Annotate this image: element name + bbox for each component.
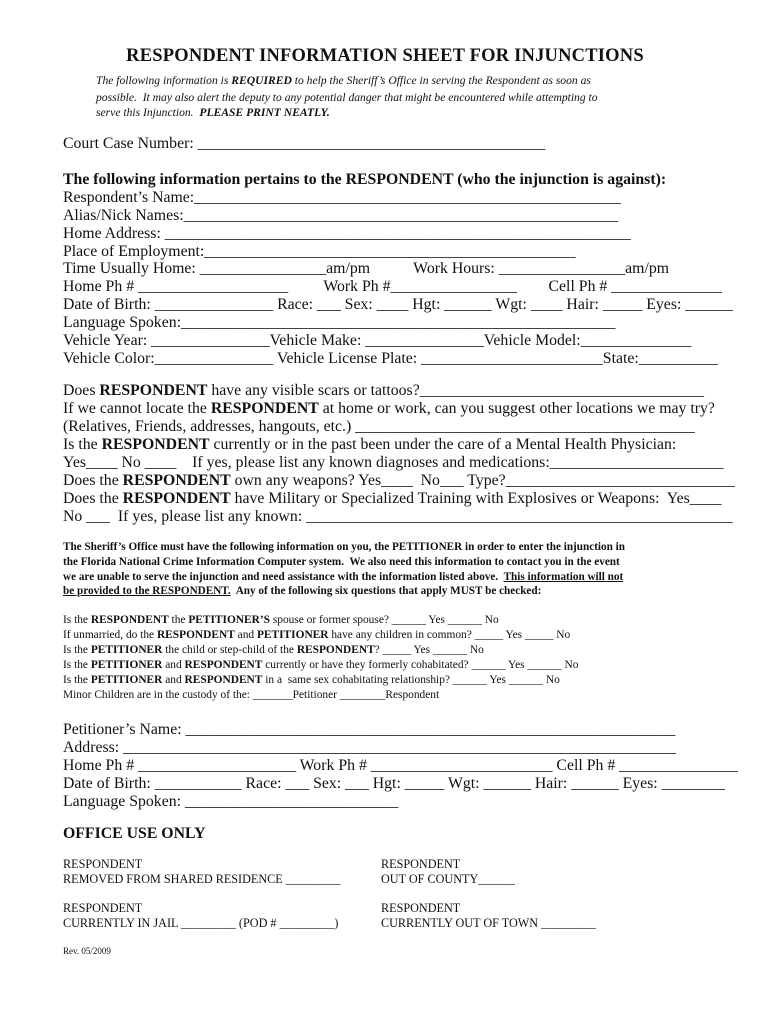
six-question-2-segment-4: PETITIONER bbox=[256, 629, 329, 641]
respondent-section-heading: The following information pertains to the RESPONDENT (who the injunction is against): bbox=[63, 171, 667, 188]
sheriff-notice-line-1: The Sheriff’s Office must have the following information on you, the PETITIONER in order to enter the injunction in bbox=[63, 541, 625, 553]
sheriff-notice-line-3: we are unable to serve the injunction and need assistance with the information listed above. This information will not bbox=[63, 571, 624, 583]
question-mental-health-answer[interactable]: Yes____ No ____ If yes, please list any known diagnoses and medications:______________________ bbox=[63, 454, 724, 471]
six-question-4-segment-5: currently or have they formerly cohabitated? ______ Yes ______ No bbox=[262, 659, 579, 671]
six-question-4-segment-3: and bbox=[162, 659, 185, 671]
office-use-heading: OFFICE USE ONLY bbox=[63, 825, 206, 842]
six-question-4-segment-2: PETITIONER bbox=[90, 659, 163, 671]
six-question-3-segment-5: ? _____ Yes ______ No bbox=[374, 644, 484, 656]
six-question-2-segment-1: If unmarried, do the bbox=[63, 629, 157, 641]
six-question-3-segment-2: PETITIONER bbox=[90, 644, 163, 656]
six-question-1-segment-5: spouse or former spouse? ______ Yes ______ No bbox=[269, 614, 499, 626]
court-case-number-field[interactable]: Court Case Number: ____________________________________________ bbox=[63, 135, 546, 152]
petitioner-description-field[interactable]: Date of Birth: ___________ Race: ___ Sex: ___ Hgt: _____ Wgt: ______ Hair: ______ Eyes: ________ bbox=[63, 775, 725, 792]
six-question-1-segment-1: Is the bbox=[63, 614, 91, 626]
six-question-5-segment-3: and bbox=[162, 674, 185, 686]
question-weapons[interactable]: Does the RESPONDENT own any weapons? Yes____ No___ Type?_____________________________ bbox=[63, 472, 735, 489]
six-question-3-segment-1: Is the bbox=[63, 644, 91, 656]
petitioner-phone-field[interactable]: Home Ph # ____________________ Work Ph # _______________________ Cell Ph # _______________ bbox=[63, 757, 738, 774]
petitioner-language-field[interactable]: Language Spoken: ___________________________ bbox=[63, 793, 399, 810]
intro-line-2: possible. It may also alert the deputy to any potential danger that might be encountered while attempting to bbox=[96, 91, 598, 104]
question-mental-health: Is the RESPONDENT currently or in the past been under the care of a Mental Health Physician: bbox=[63, 436, 677, 453]
question-scars[interactable]: Does RESPONDENT have any visible scars or tattoos?____________________________________ bbox=[63, 382, 705, 399]
respondent-address-field[interactable]: Home Address: ___________________________________________________________ bbox=[63, 225, 631, 242]
form-title: RESPONDENT INFORMATION SHEET FOR INJUNCTIONS bbox=[126, 46, 644, 66]
six-question-4-segment-4: RESPONDENT bbox=[184, 659, 263, 671]
six-question-2-segment-3: and bbox=[234, 629, 257, 641]
respondent-language-field[interactable]: Language Spoken:_______________________________________________________ bbox=[63, 314, 616, 331]
respondent-name-field[interactable]: Respondent’s Name:______________________________________________________ bbox=[63, 189, 621, 206]
six-question-5[interactable] bbox=[63, 674, 560, 686]
sheriff-notice-line-4: be provided to the RESPONDENT. Any of the following six questions that apply MUST be checked: bbox=[63, 585, 542, 597]
print-neatly-emphasis: PLEASE PRINT NEATLY. bbox=[199, 106, 330, 119]
six-question-4-segment-1: Is the bbox=[63, 659, 91, 671]
respondent-description-field[interactable]: Date of Birth: _______________ Race: ___ Sex: ____ Hgt: ______ Wgt: ____ Hair: _____ Eyes: ______ bbox=[63, 296, 733, 313]
office-out-of-county-field[interactable]: OUT OF COUNTY______ bbox=[381, 872, 515, 886]
question-training-answer[interactable]: No ___ If yes, please list any known: ______________________________________________________ bbox=[63, 508, 733, 525]
respondent-alias-field[interactable]: Alias/Nick Names:_______________________________________________________ bbox=[63, 207, 619, 224]
respondent-vehicle-plate-field[interactable]: Vehicle Color:_______________ Vehicle License Plate: _______________________State:__________ bbox=[63, 350, 718, 367]
six-question-3-segment-3: the child or step-child of the bbox=[162, 644, 297, 656]
petitioner-address-field[interactable]: Address: ______________________________________________________________________ bbox=[63, 739, 677, 756]
revision-label: Rev. 05/2009 bbox=[63, 946, 111, 956]
office-out-of-town-label: RESPONDENT bbox=[381, 901, 461, 915]
six-question-1-segment-3: the bbox=[168, 614, 189, 626]
six-question-3[interactable] bbox=[63, 644, 484, 656]
respondent-hours-field[interactable]: Time Usually Home: ________________am/pm Work Hours: ________________am/pm bbox=[63, 260, 670, 277]
respondent-employment-field[interactable]: Place of Employment:_______________________________________________ bbox=[63, 243, 576, 260]
office-removed-field[interactable]: REMOVED FROM SHARED RESIDENCE _________ bbox=[63, 872, 341, 886]
office-out-of-county-label: RESPONDENT bbox=[381, 857, 461, 871]
intro-line-1: The following information is REQUIRED to help the Sheriff’s Office in serving the Respondent as soon as bbox=[96, 74, 591, 87]
six-question-2-segment-2: RESPONDENT bbox=[156, 629, 235, 641]
respondent-vehicle-field[interactable]: Vehicle Year: _______________Vehicle Make: _______________Vehicle Model:______________ bbox=[63, 332, 692, 349]
six-question-6[interactable] bbox=[63, 689, 439, 701]
question-training[interactable]: Does the RESPONDENT have Military or Specialized Training with Explosives or Weapons: Yes____ bbox=[63, 490, 722, 507]
six-question-1[interactable] bbox=[63, 614, 499, 626]
office-jail-field[interactable]: CURRENTLY IN JAIL _________ (POD # _________) bbox=[63, 916, 339, 930]
six-question-5-segment-5: in a same sex cohabitating relationship? ______ Yes ______ No bbox=[262, 674, 560, 686]
six-question-2[interactable] bbox=[63, 629, 570, 641]
six-question-5-segment-1: Is the bbox=[63, 674, 91, 686]
required-emphasis: REQUIRED bbox=[231, 74, 292, 87]
question-locations[interactable]: If we cannot locate the RESPONDENT at home or work, can you suggest other locations we may try? bbox=[63, 400, 715, 417]
six-question-2-segment-5: have any children in common? _____ Yes _____ No bbox=[328, 629, 571, 641]
six-question-4[interactable] bbox=[63, 659, 578, 671]
six-question-1-segment-2: RESPONDENT bbox=[90, 614, 169, 626]
six-question-5-segment-2: PETITIONER bbox=[90, 674, 163, 686]
six-question-5-segment-4: RESPONDENT bbox=[184, 674, 263, 686]
office-jail-label: RESPONDENT bbox=[63, 901, 143, 915]
six-question-6-segment-1: Minor Children are in the custody of the: _______Petitioner ________Respondent bbox=[63, 689, 440, 701]
six-question-3-segment-4: RESPONDENT bbox=[296, 644, 375, 656]
question-locations-detail[interactable]: (Relatives, Friends, addresses, hangouts, etc.) ___________________________________________ bbox=[63, 418, 695, 435]
intro-line-3: serve this Injunction. PLEASE PRINT NEATLY. bbox=[96, 106, 330, 119]
office-out-of-town-field[interactable]: CURRENTLY OUT OF TOWN _________ bbox=[381, 916, 596, 930]
respondent-phone-field[interactable]: Home Ph # ___________________ Work Ph #________________ Cell Ph # ______________ bbox=[63, 278, 722, 295]
six-question-1-segment-4: PETITIONER’S bbox=[188, 614, 270, 626]
sheriff-notice-line-2: the Florida National Crime Information Computer system. We also need this information to contact you in the event bbox=[63, 556, 620, 568]
office-removed-label: RESPONDENT bbox=[63, 857, 143, 871]
petitioner-name-field[interactable]: Petitioner’s Name: ______________________________________________________________ bbox=[63, 721, 676, 738]
